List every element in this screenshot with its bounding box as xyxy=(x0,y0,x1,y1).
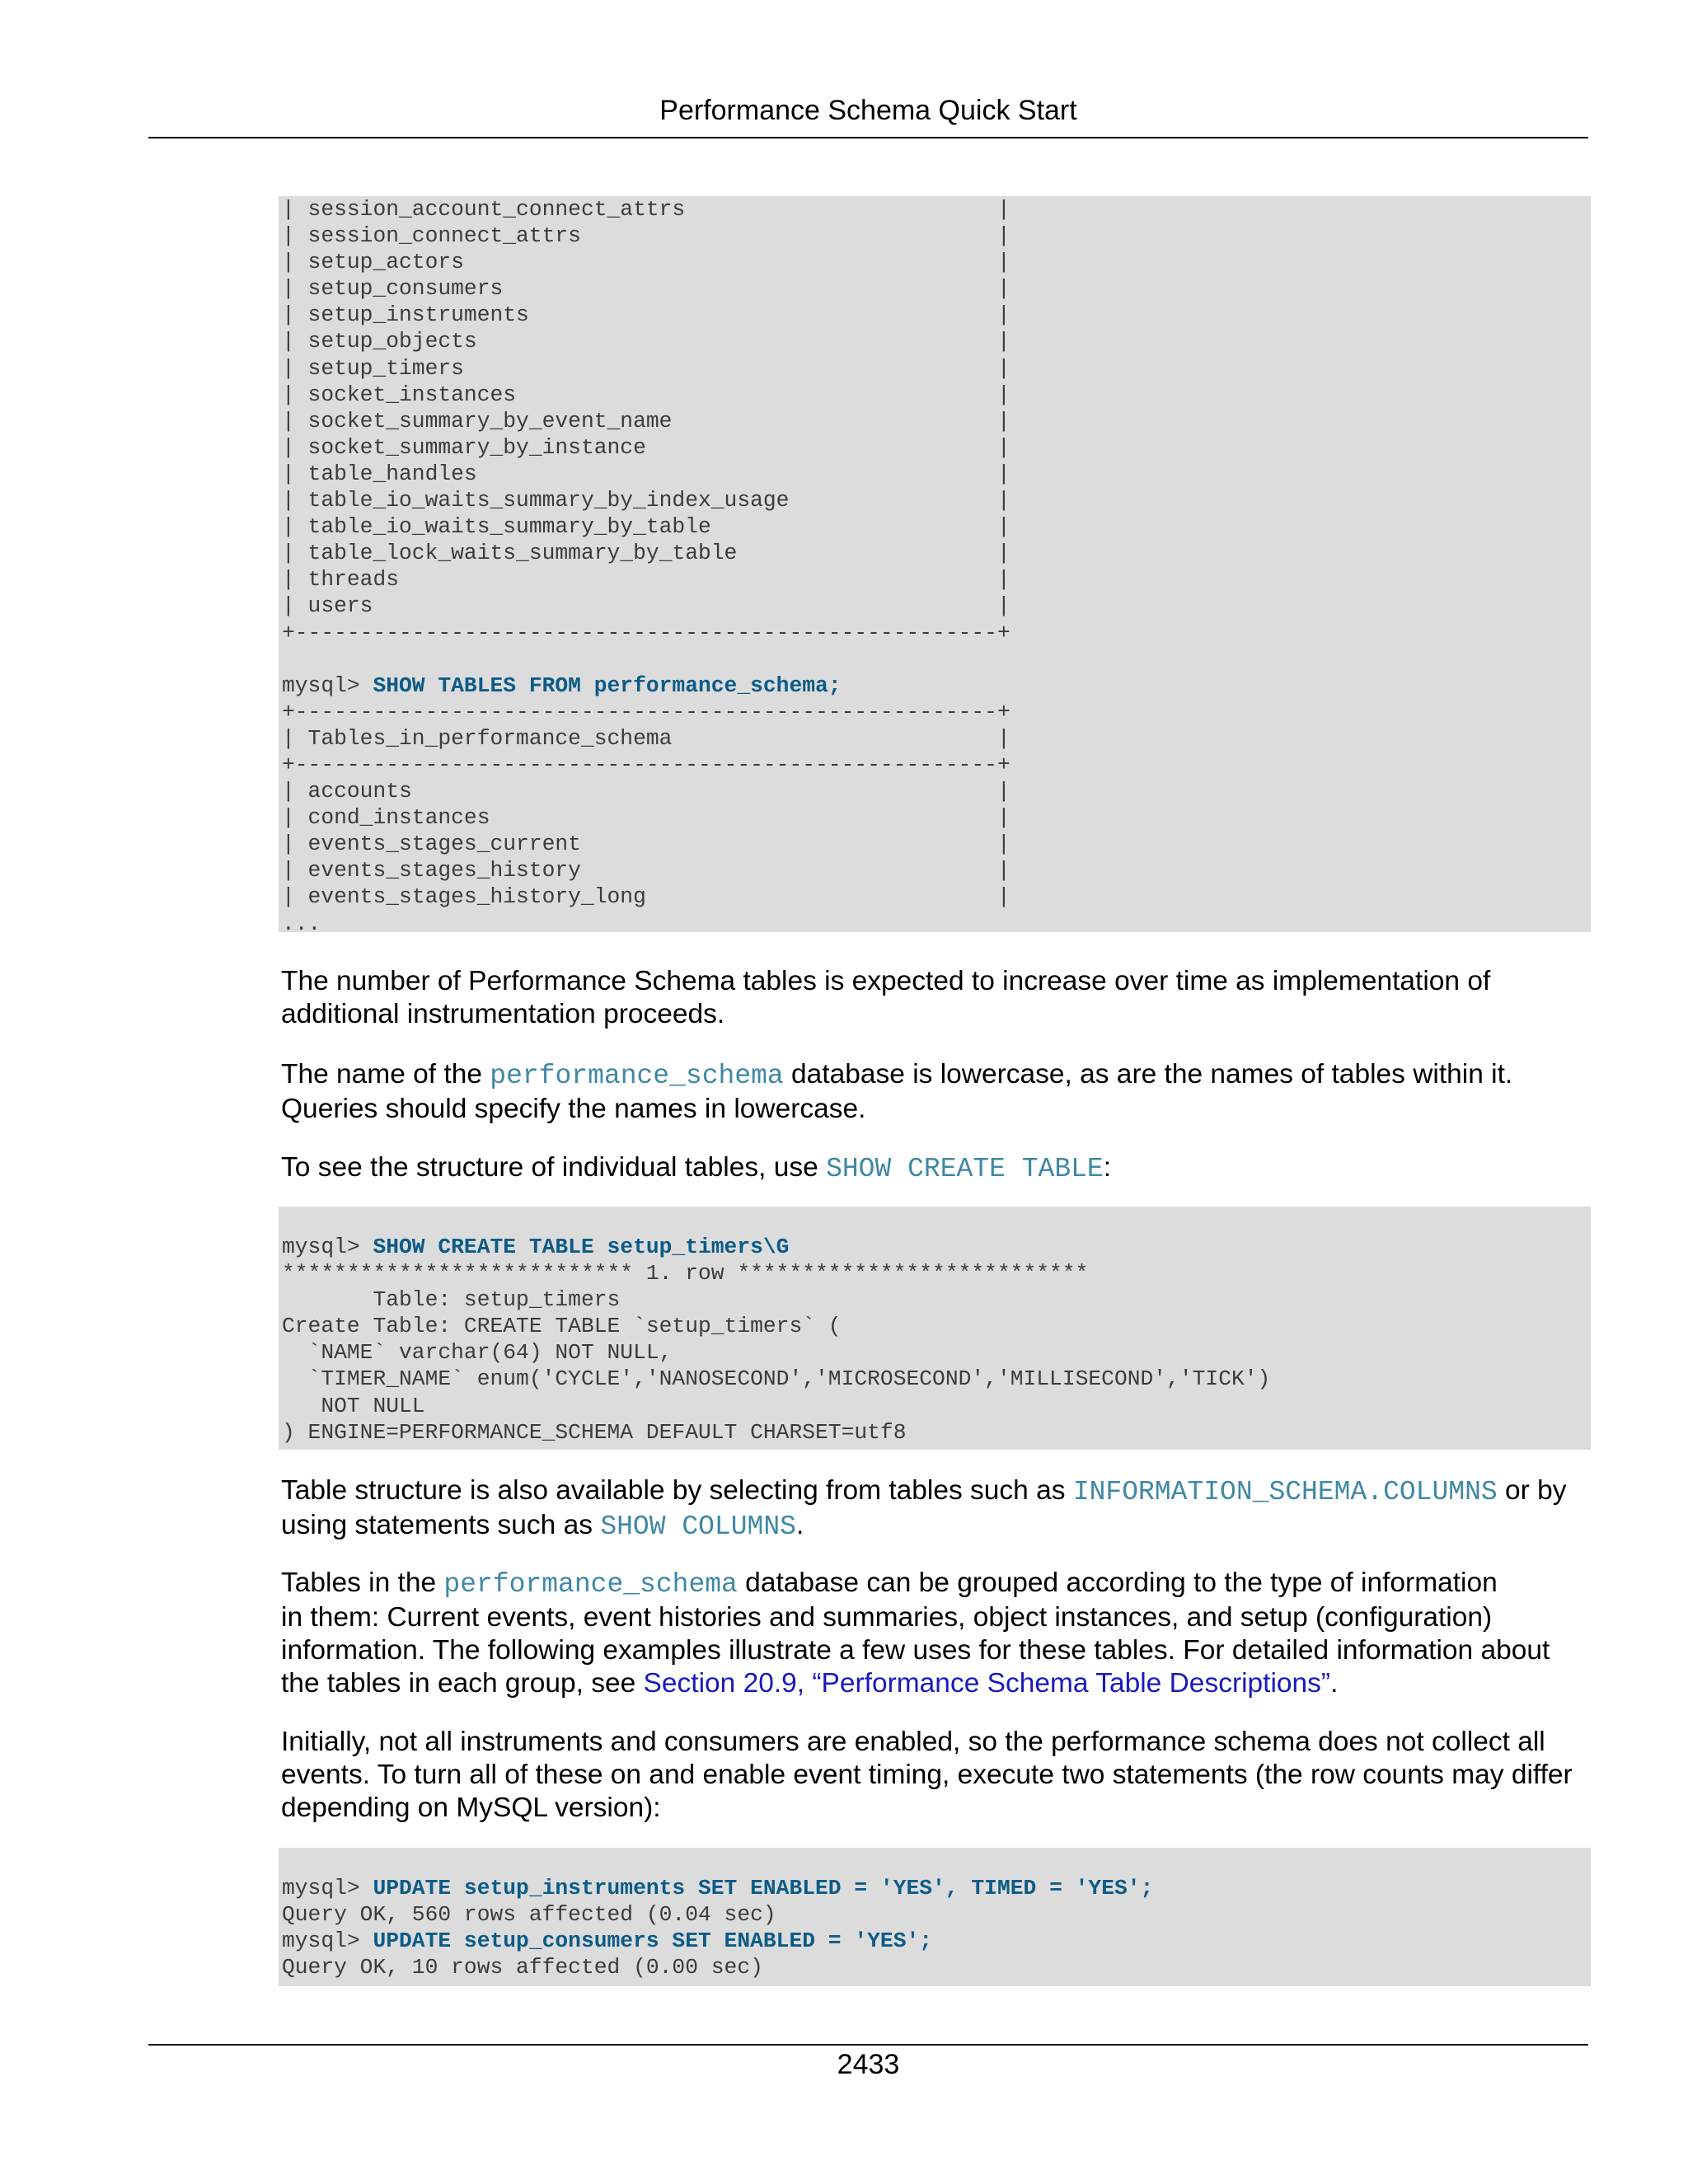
literal-information-schema-columns: INFORMATION_SCHEMA.COLUMNS xyxy=(1072,1477,1498,1507)
text: information. The following examples illustrate a few uses for these tables. For detailed information about xyxy=(281,1635,1550,1666)
literal-show-columns: SHOW COLUMNS xyxy=(600,1511,796,1542)
code-line: | table_lock_waits_summary_by_table | xyxy=(282,541,1010,566)
paragraph-lowercase xyxy=(281,1058,1592,1126)
page-number: 2433 xyxy=(837,2049,900,2080)
code-line: Table: setup_timers xyxy=(282,1287,621,1313)
code-result-line: Query OK, 560 rows affected (0.04 sec) xyxy=(282,1902,776,1928)
literal-performance-schema: performance_schema xyxy=(443,1569,738,1600)
literal-show-create-table: SHOW CREATE TABLE xyxy=(826,1154,1104,1184)
code-line: | setup_instruments | xyxy=(282,302,1010,328)
code-command-line xyxy=(282,1875,1591,1901)
header-title: Performance Schema Quick Start xyxy=(659,95,1077,126)
code-line: NOT NULL xyxy=(282,1393,425,1418)
mysql-prompt: mysql> xyxy=(282,1235,373,1259)
paragraph-table-groups xyxy=(281,1567,1592,1700)
text: database can be grouped according to the type of information xyxy=(737,1568,1498,1598)
text: events. To turn all of these on and enable event timing, execute two statements (the row counts may differ xyxy=(281,1760,1573,1790)
paragraph-table-structure xyxy=(281,1474,1592,1544)
code-line: | socket_instances | xyxy=(282,382,1010,407)
code-line: `NAME` varchar(64) NOT NULL, xyxy=(282,1340,673,1366)
code-block-tables-list xyxy=(279,196,1591,932)
mysql-prompt: mysql> xyxy=(282,1876,373,1900)
code-line: | socket_summary_by_event_name | xyxy=(282,408,1010,434)
code-line: ) ENGINE=PERFORMANCE_SCHEMA DEFAULT CHARSET=utf8 xyxy=(282,1419,907,1445)
code-blank-line xyxy=(282,646,1591,673)
code-line: +------------------------------------------------------+ xyxy=(282,620,1010,645)
code-line: | table_handles | xyxy=(282,461,1010,486)
code-line: | accounts | xyxy=(282,779,1010,804)
code-line: | setup_timers | xyxy=(282,355,1010,381)
code-line: | events_stages_history | xyxy=(282,858,1010,883)
sql-command: SHOW CREATE TABLE setup_timers\G xyxy=(373,1235,790,1259)
text: : xyxy=(1103,1152,1112,1183)
header-rule xyxy=(148,137,1588,138)
code-block-show-create xyxy=(279,1207,1591,1450)
text: Table structure is also available by selecting from tables such as xyxy=(281,1475,1073,1506)
code-line: | session_connect_attrs | xyxy=(282,223,1010,249)
literal-performance-schema: performance_schema xyxy=(490,1061,784,1091)
section-link[interactable]: Section 20.9, “Performance Schema Table Descriptions” xyxy=(643,1668,1331,1699)
code-line: | setup_consumers | xyxy=(282,276,1010,302)
text: the tables in each group, see xyxy=(281,1668,644,1699)
code-line: | events_stages_current | xyxy=(282,832,1010,857)
code-line: | cond_instances | xyxy=(282,805,1010,831)
sql-command: UPDATE setup_instruments SET ENABLED = 'YES', TIMED = 'YES'; xyxy=(373,1876,1154,1900)
code-line: *************************** 1. row *************************** xyxy=(282,1261,1089,1286)
code-command-line xyxy=(282,673,1591,699)
mysql-prompt: mysql> xyxy=(282,1929,373,1954)
code-line: ... xyxy=(282,911,321,932)
code-line: Create Table: CREATE TABLE `setup_timers` ( xyxy=(282,1314,842,1339)
code-line: | setup_objects | xyxy=(282,329,1010,354)
code-line: | threads | xyxy=(282,567,1010,593)
code-block-update xyxy=(279,1848,1591,1986)
code-line: | table_io_waits_summary_by_index_usage | xyxy=(282,488,1010,513)
code-command-line xyxy=(282,1234,1591,1260)
mysql-prompt: mysql> xyxy=(282,673,373,698)
text: Tables in the xyxy=(281,1568,444,1598)
code-line: | socket_summary_by_instance | xyxy=(282,434,1010,460)
paragraph-table-count: The number of Performance Schema tables is expected to increase over time as implementation of additional instrumentation proceeds. xyxy=(281,966,1491,1029)
text: . xyxy=(1330,1668,1339,1699)
text: To see the structure of individual tables, use xyxy=(281,1152,827,1183)
code-line: `TIMER_NAME` enum('CYCLE','NANOSECOND','MICROSECOND','MILLISECOND','TICK') xyxy=(282,1366,1271,1392)
text: or by xyxy=(1497,1475,1567,1506)
code-line: | events_stages_history_long | xyxy=(282,884,1010,910)
text: using statements such as xyxy=(281,1510,601,1540)
paragraph-enable-instruments xyxy=(281,1726,1592,1825)
text: Initially, not all instruments and consumers are enabled, so the performance schema does not collect all xyxy=(281,1727,1545,1757)
code-line: | setup_actors | xyxy=(282,250,1010,275)
paragraph-show-create xyxy=(281,1151,1592,1186)
code-result-line: Query OK, 10 rows affected (0.00 sec) xyxy=(282,1955,763,1980)
code-line: +------------------------------------------------------+ xyxy=(282,699,1010,724)
code-line: +------------------------------------------------------+ xyxy=(282,752,1010,777)
text: in them: Current events, event histories and summaries, object instances, and setup (configuration) xyxy=(281,1602,1493,1633)
code-line: | table_io_waits_summary_by_table | xyxy=(282,514,1010,540)
code-command-line xyxy=(282,1928,1591,1954)
sql-command: SHOW TABLES FROM performance_schema; xyxy=(373,673,842,698)
text: depending on MySQL version): xyxy=(281,1793,661,1823)
sql-command: UPDATE setup_consumers SET ENABLED = 'YES'; xyxy=(373,1929,933,1954)
text: . xyxy=(795,1510,804,1540)
text: Queries should specify the names in lowercase. xyxy=(281,1094,866,1124)
text: The name of the xyxy=(281,1059,490,1090)
code-line: | Tables_in_performance_schema | xyxy=(282,725,1010,751)
text: database is lowercase, as are the names of tables within it. xyxy=(783,1059,1513,1090)
code-line: | users | xyxy=(282,593,1010,619)
footer-rule xyxy=(148,2044,1588,2046)
code-line: | session_account_connect_attrs | xyxy=(282,197,1010,222)
